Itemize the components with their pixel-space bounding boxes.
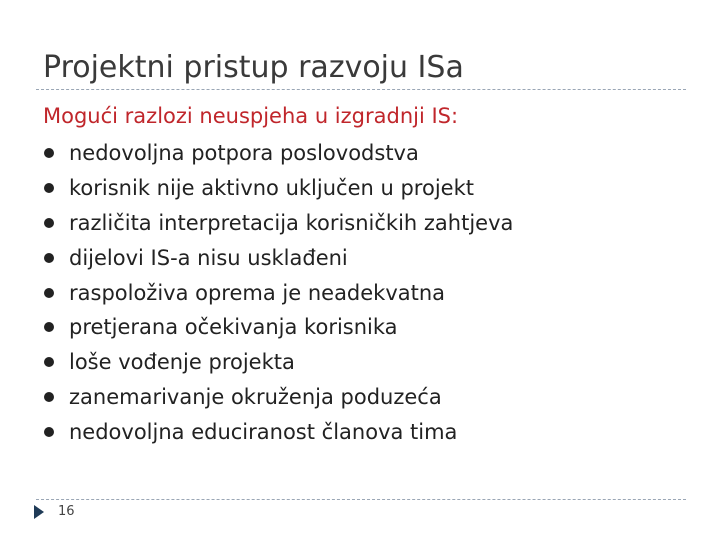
footer-arrow-icon xyxy=(34,505,44,519)
list-item-text: zanemarivanje okruženja poduzeća xyxy=(69,384,442,409)
bullet-dot-icon xyxy=(44,392,54,402)
bullet-dot-icon xyxy=(44,427,54,437)
slide-title: Projektni pristup razvoju ISa xyxy=(43,50,464,85)
list-item-text: loše vođenje projekta xyxy=(69,350,295,375)
page-number: 16 xyxy=(58,504,75,519)
bullet-list xyxy=(43,136,513,449)
list-item xyxy=(43,345,513,380)
list-item xyxy=(43,240,513,275)
bullet-dot-icon xyxy=(44,357,54,367)
list-item-text: dijelovi IS-a nisu usklađeni xyxy=(69,245,348,270)
list-item-text: raspoloživa oprema je neadekvatna xyxy=(69,280,446,305)
bullet-dot-icon xyxy=(44,322,54,332)
list-item-text: nedovoljna educiranost članova tima xyxy=(69,419,458,444)
list-item-text: različita interpretacija korisničkih zahtjeva xyxy=(69,210,514,235)
list-item xyxy=(43,310,513,345)
list-item xyxy=(43,206,513,241)
list-item xyxy=(43,171,513,206)
list-item-text: pretjerana očekivanja korisnika xyxy=(69,315,398,340)
list-item xyxy=(43,275,513,310)
slide-subtitle: Mogući razlozi neuspjeha u izgradnji IS: xyxy=(43,104,459,128)
bullet-dot-icon xyxy=(44,218,54,228)
list-item xyxy=(43,380,513,415)
bullet-dot-icon xyxy=(44,288,54,298)
title-divider xyxy=(36,89,686,90)
bullet-dot-icon xyxy=(44,148,54,158)
list-item xyxy=(43,414,513,449)
list-item-text: nedovoljna potpora poslovodstva xyxy=(69,141,419,166)
bullet-dot-icon xyxy=(44,183,54,193)
footer-divider xyxy=(36,499,686,500)
list-item-text: korisnik nije aktivno uključen u projekt xyxy=(69,176,474,201)
bullet-dot-icon xyxy=(44,253,54,263)
list-item xyxy=(43,136,513,171)
